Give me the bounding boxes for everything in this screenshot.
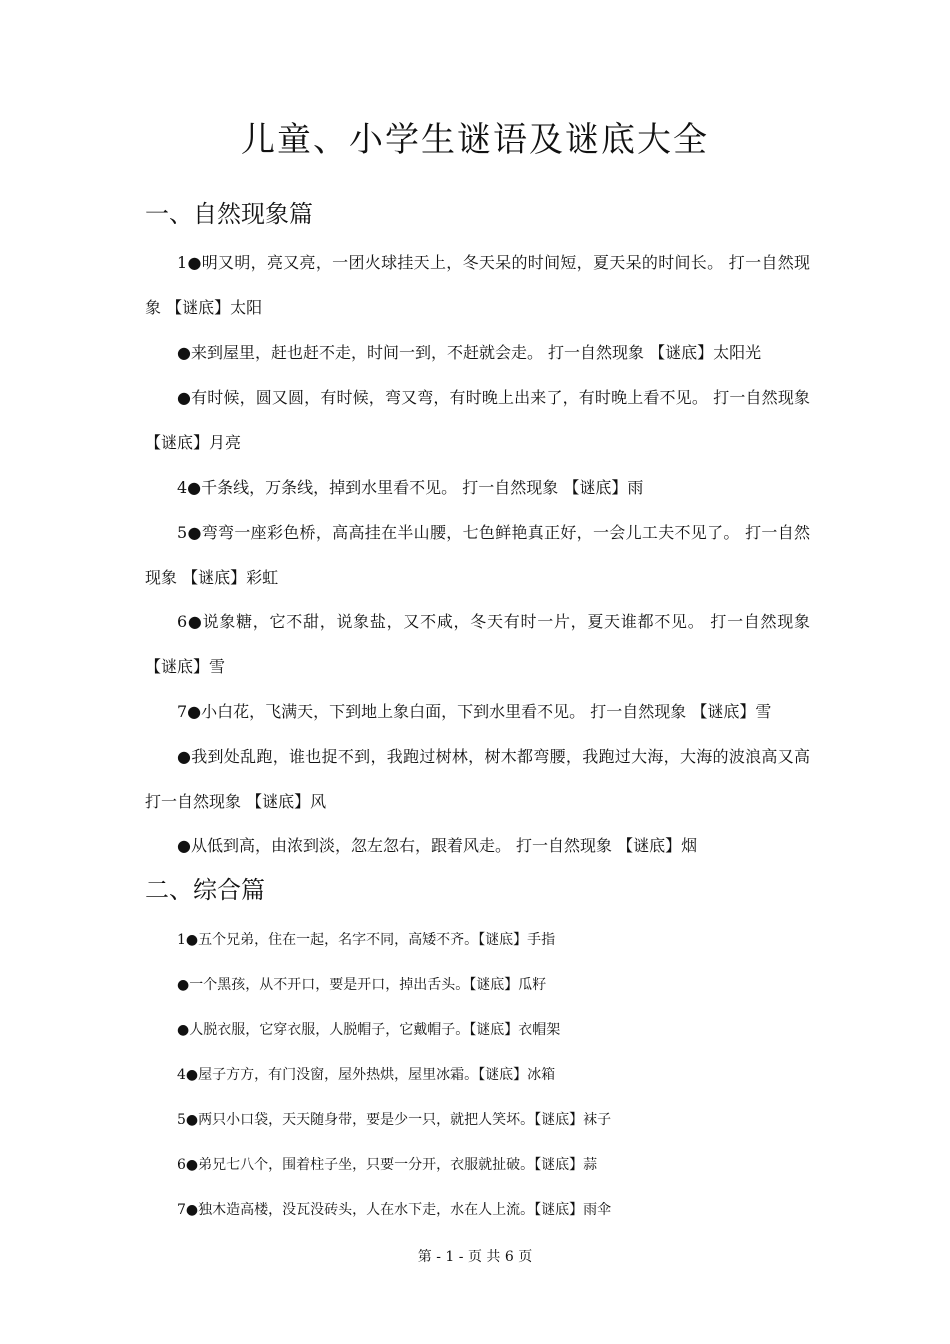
riddle-item: 4●屋子方方，有门没窗，屋外热烘，屋里冰霜。【谜底】冰箱 — [177, 1067, 556, 1083]
page-footer: 第 - 1 - 页 共 6 页 — [417, 1249, 533, 1265]
riddle-item: ●从低到高，由浓到淡，忽左忽右，跟着风走。 打一自然现象 【谜底】烟 — [177, 836, 698, 855]
riddle-item: ●来到屋里，赶也赶不走，时间一到，不赶就会走。 打一自然现象 【谜底】太阳光 — [177, 343, 762, 362]
riddle-item: 5●两只小口袋，天天随身带，要是少一只，就把人笑坏。【谜底】袜子 — [177, 1112, 612, 1128]
riddle-item: 6●弟兄七八个，围着柱子坐，只要一分开，衣服就扯破。【谜底】蒜 — [177, 1157, 598, 1173]
section-heading-nature: 一、自然现象篇 — [145, 200, 313, 228]
riddle-item: ●我到处乱跑，谁也捉不到，我跑过树林，树木都弯腰，我跑过大海，大海的波浪高又高 打一自然现象 【谜底】风 — [145, 747, 810, 811]
riddle-item: 1●五个兄弟，住在一起，名字不同，高矮不齐。【谜底】手指 — [177, 932, 556, 948]
section-heading-general: 二、综合篇 — [145, 876, 265, 904]
riddle-item: 5●弯弯一座彩色桥，高高挂在半山腰，七色鲜艳真正好，一会儿工夫不见了。 打一自然现象 【谜底】彩虹 — [145, 523, 810, 587]
page-title: 儿童、小学生谜语及谜底大全 — [241, 120, 709, 160]
riddle-item: ●有时候，圆又圆，有时候，弯又弯，有时晚上出来了，有时晚上看不见。 打一自然现象 【谜底】月亮 — [145, 388, 810, 452]
riddle-item: 7●独木造高楼，没瓦没砖头，人在水下走，水在人上流。【谜底】雨伞 — [177, 1202, 612, 1218]
riddle-item: ●一个黑孩，从不开口，要是开口，掉出舌头。【谜底】瓜籽 — [177, 977, 547, 993]
riddle-item: 4●千条线，万条线，掉到水里看不见。 打一自然现象 【谜底】雨 — [177, 478, 644, 497]
riddle-item: 1●明又明，亮又亮，一团火球挂天上，冬天呆的时间短，夏天呆的时间长。 打一自然现象 【谜底】太阳 — [145, 253, 810, 317]
riddle-item: ●人脱衣服，它穿衣服，人脱帽子，它戴帽子。【谜底】衣帽架 — [177, 1022, 561, 1038]
riddle-item: 7●小白花，飞满天，下到地上象白面，下到水里看不见。 打一自然现象 【谜底】雪 — [177, 702, 772, 721]
riddle-item: 6●说象糖，它不甜，说象盐，又不咸，冬天有时一片，夏天谁都不见。 打一自然现象 【谜底】雪 — [145, 612, 810, 676]
